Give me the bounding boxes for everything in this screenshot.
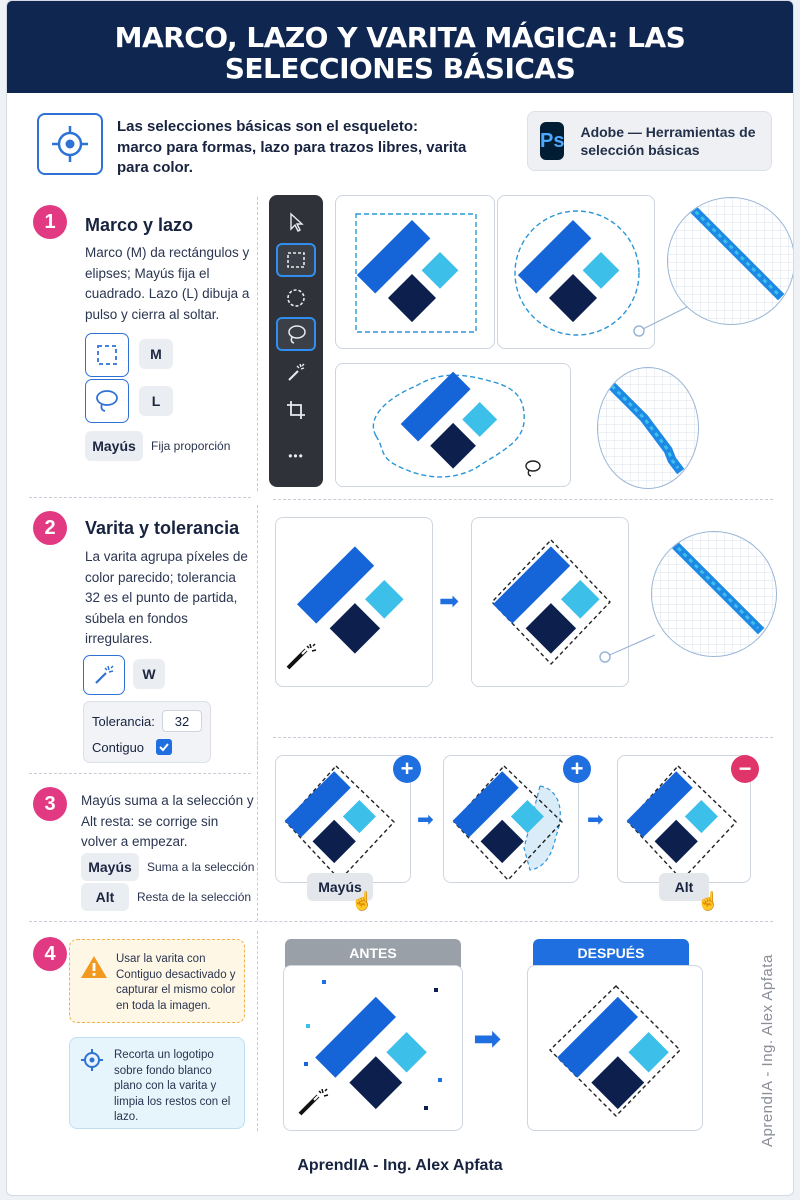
demo-shift-label: Mayús — [307, 873, 373, 901]
wand-edge-zoom — [651, 531, 777, 657]
section-divider — [273, 737, 773, 738]
before-label: ANTES — [285, 939, 461, 967]
lasso-tool-button-icon[interactable] — [276, 317, 316, 351]
section-2-body: La varita agrupa píxeles de color parecido; tolerancia 32 es el punto de partida, súbela en fondos irregulares. — [85, 549, 248, 647]
contiguous-checkbox[interactable] — [156, 739, 172, 755]
section-3-number: 3 — [33, 787, 67, 821]
section-1-number: 1 — [33, 205, 67, 239]
footer-credit: AprendIA - Ing. Alex Apfata — [297, 1157, 503, 1174]
add-selection-icon: + — [563, 755, 591, 783]
demo-alt-label: Alt — [659, 873, 709, 901]
zoom-connector — [597, 629, 667, 665]
shift-key: Mayús — [85, 431, 143, 461]
watermark: AprendIA - Ing. Alex Apfata — [759, 954, 776, 1147]
rect-marquee-demo — [335, 195, 495, 349]
zoom-connector — [631, 301, 701, 341]
wand-before-panel — [275, 517, 433, 687]
arrow-right-icon: ➡ — [439, 588, 460, 615]
wand-shortcut-key: W — [133, 659, 165, 689]
lasso-demo — [335, 363, 571, 487]
section-2-title: Varita y tolerancia — [85, 518, 240, 538]
arrow-right-icon: ➡ — [417, 809, 434, 831]
add-selection-icon: + — [393, 755, 421, 783]
elliptical-marquee-icon[interactable] — [276, 281, 316, 315]
adobe-badge — [527, 111, 772, 171]
after-panel — [527, 965, 703, 1131]
magic-wand-tool-icon[interactable] — [276, 355, 316, 389]
section-4-number: 4 — [33, 937, 67, 971]
shift-key: Mayús — [81, 853, 139, 881]
magic-wand-icon[interactable] — [83, 655, 125, 695]
divider — [257, 741, 258, 921]
lasso-cursor-icon — [526, 461, 540, 476]
tolerance-label: Tolerancia: — [92, 714, 155, 729]
section-divider — [29, 921, 773, 922]
page-author: Ing. Alex Apfata — [340, 92, 460, 110]
section-divider — [29, 497, 251, 498]
divider — [257, 197, 258, 491]
warning-icon — [80, 954, 108, 985]
rectangular-marquee-icon[interactable] — [276, 243, 316, 277]
header-banner — [7, 1, 793, 110]
section-1-title: Marco y lazo — [85, 215, 194, 235]
arrow-right-icon: ➡ — [473, 1020, 502, 1058]
section-3-body: Mayús suma a la selección y Alt resta: se corrige sin volver a empezar. — [81, 793, 254, 850]
marquee-shortcut-key: M — [139, 339, 173, 369]
alt-key: Alt — [81, 883, 129, 911]
shift-note: Fija proporción — [151, 439, 231, 453]
subtract-selection-icon: − — [731, 755, 759, 783]
crop-tool-icon[interactable] — [276, 393, 316, 427]
tip-text: Recorta un logotipo sobre fondo blanco plano con la varita y limpia los restos con el lazo. — [114, 1049, 231, 1124]
section-1-body: Marco (M) da rectángulos y elipses; Mayús fija el cuadrado. Lazo (L) dibuja a pulso y cierra al soltar. — [85, 245, 250, 322]
section-divider — [273, 499, 773, 500]
target-icon — [80, 1048, 104, 1077]
contiguous-label: Contiguo — [92, 740, 145, 755]
tools-panel — [269, 195, 323, 487]
section-divider — [29, 773, 251, 774]
warning-box — [69, 939, 245, 1023]
section-2-number: 2 — [33, 511, 67, 545]
lasso-edge-zoom — [597, 367, 699, 489]
divider — [257, 931, 258, 1131]
lasso-tool-icon[interactable] — [85, 379, 129, 423]
shift-add-note: Suma a la selección — [147, 860, 255, 874]
target-icon — [37, 113, 103, 175]
photoshop-logo: Ps — [540, 122, 564, 160]
add-demo-panel — [443, 755, 579, 883]
hand-pointer-icon: ☝ — [351, 891, 374, 911]
alt-subtract-note: Resta de la selección — [137, 890, 252, 904]
hand-pointer-icon: ☝ — [697, 891, 720, 911]
more-tools-button[interactable]: ••• — [288, 449, 304, 463]
check-icon — [158, 741, 170, 753]
shift-demo-panel — [275, 755, 411, 883]
marquee-tool-icon[interactable] — [85, 333, 129, 377]
before-panel — [283, 965, 463, 1131]
move-tool-icon[interactable] — [276, 205, 316, 239]
divider — [257, 505, 258, 765]
tolerance-input[interactable]: 32 — [162, 710, 202, 732]
tip-box — [69, 1037, 245, 1129]
magic-wand-cursor-icon — [300, 1089, 328, 1114]
magic-wand-cursor-icon — [288, 644, 316, 668]
intro-text: Las selecciones básicas son el esqueleto: marco para formas, lazo para trazos libres, varita para color. — [117, 118, 467, 177]
adobe-badge-text: Adobe — Herramientas de selección básicas — [580, 123, 756, 158]
warning-text: Usar la varita con Contiguo desactivado y capturar el mismo color en toda la imagen. — [116, 953, 236, 1012]
infographic-page — [6, 0, 794, 1196]
lasso-shortcut-key: L — [139, 386, 173, 416]
arrow-right-icon: ➡ — [587, 809, 604, 831]
subtract-demo-panel — [617, 755, 751, 883]
page-title: MARCO, LAZO Y VARITA MÁGICA: LAS SELECCIONES BÁSICAS — [114, 21, 686, 85]
wand-options-panel — [83, 701, 211, 763]
after-label: DESPUÉS — [533, 939, 689, 967]
